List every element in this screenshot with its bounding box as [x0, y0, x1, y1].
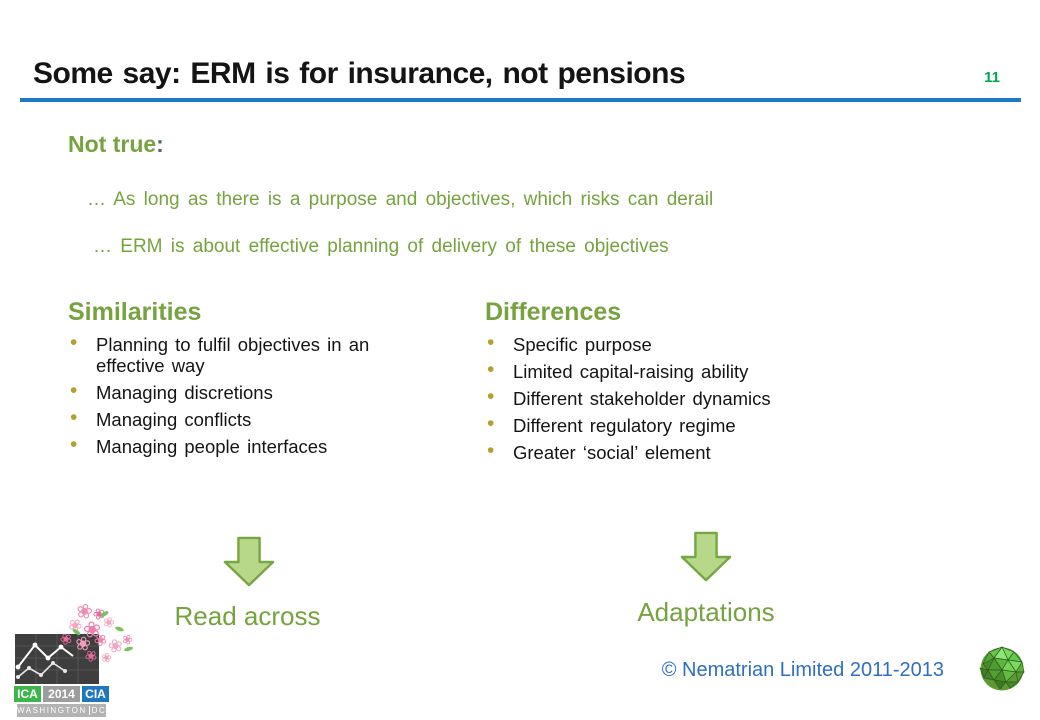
intro-line: … ERM is about effective planning of delivery of these objectives	[93, 236, 669, 257]
logo-separator	[89, 706, 90, 715]
similarities-heading: Similarities	[68, 298, 202, 326]
copyright-text: © Nematrian Limited 2011-2013	[661, 659, 944, 681]
logo-city-bar	[17, 704, 106, 717]
similarities-bullet-list	[68, 334, 428, 457]
logo-city-label: WASHINGTON	[17, 706, 87, 715]
differences-column	[485, 299, 865, 469]
differences-bullet-list	[485, 334, 865, 463]
bullet-item: • Specific purpose	[485, 334, 865, 355]
nematrian-logo-icon	[978, 644, 1026, 692]
read-across-label: Read across	[174, 601, 321, 631]
title-divider	[20, 98, 1021, 102]
bullet-item: • Managing conflicts	[68, 409, 428, 430]
logo-ica-label: ICA	[14, 686, 41, 702]
intro-line: … As long as there is a purpose and objectives, which risks can derail	[87, 189, 714, 210]
bullet-item: • Planning to fulfil objectives in an effective way	[68, 334, 428, 376]
bullet-item: • Different stakeholder dynamics	[485, 388, 865, 409]
leaf-icon	[115, 626, 125, 633]
logo-year-label: 2014	[43, 686, 80, 702]
leaf-icon	[124, 646, 134, 652]
intro-heading-text: Not true	[68, 131, 157, 157]
cherry-blossom-icon	[100, 650, 113, 665]
bullet-item: • Different regulatory regime	[485, 415, 865, 436]
intro-heading-colon: :	[156, 131, 164, 157]
cherry-blossom-icon	[120, 631, 135, 647]
logo-title-bar	[14, 686, 109, 702]
bullet-item: • Limited capital-raising ability	[485, 361, 865, 382]
page-number: 11	[984, 69, 1000, 86]
differences-heading: Differences	[485, 298, 622, 326]
down-arrow-icon	[221, 536, 277, 588]
logo-cia-label: CIA	[82, 686, 109, 702]
adaptations-label: Adaptations	[637, 597, 775, 627]
similarities-column	[68, 299, 428, 463]
bullet-item: • Greater ‘social’ element	[485, 442, 865, 463]
down-arrow-icon	[678, 531, 734, 583]
ica-2014-conference-logo	[14, 606, 134, 718]
bullet-item: • Managing people interfaces	[68, 436, 428, 457]
slide-title: Some say: ERM is for insurance, not pensions	[33, 57, 686, 90]
bullet-item: • Managing discretions	[68, 382, 428, 403]
intro-heading	[68, 131, 164, 158]
logo-region-label: DC	[91, 706, 107, 715]
